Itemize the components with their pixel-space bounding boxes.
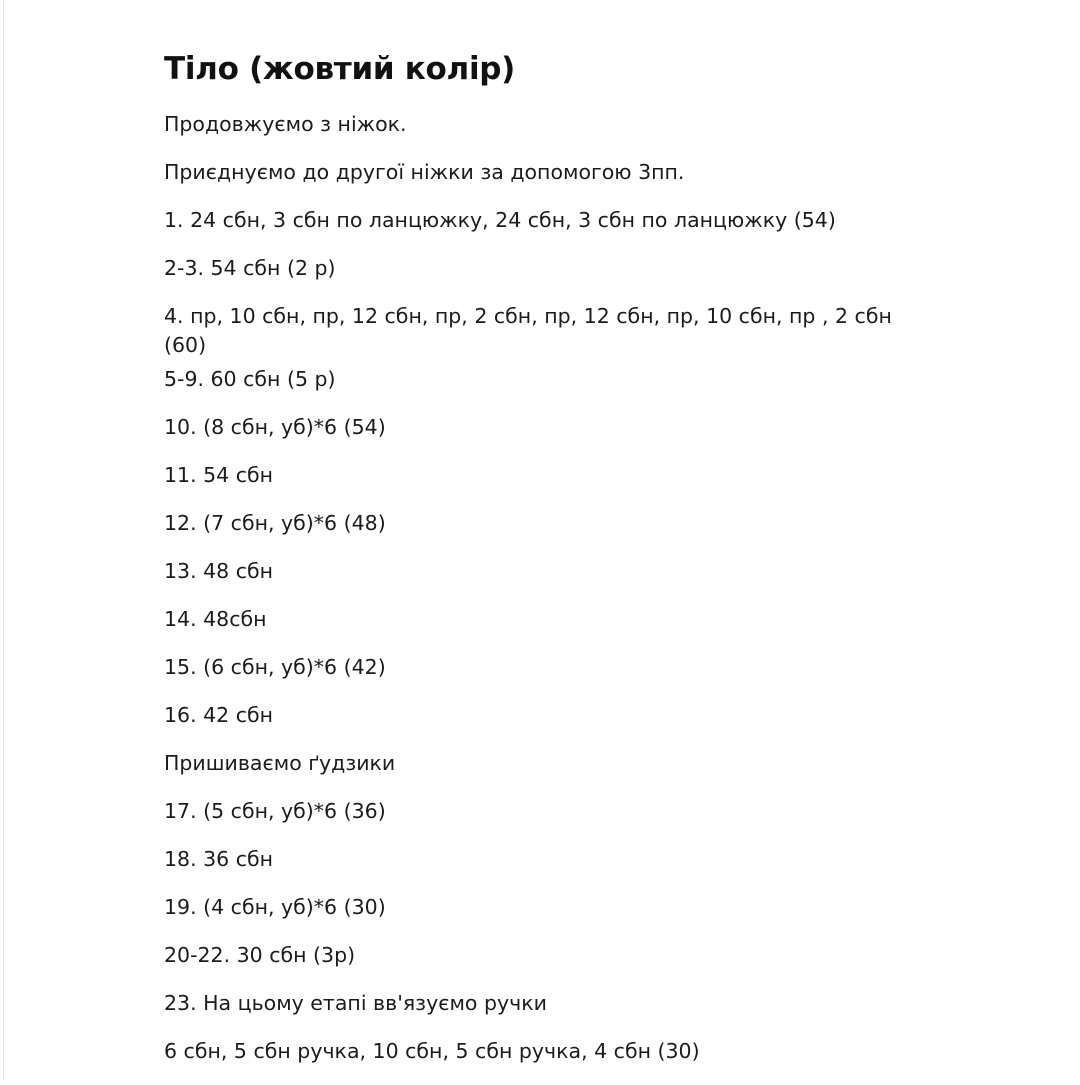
- document-body: [164, 48, 924, 1085]
- round-line: 1. 24 сбн, 3 сбн по ланцюжку, 24 сбн, 3 сбн по ланцюжку (54): [164, 208, 836, 232]
- round-line: 17. (5 сбн, уб)*6 (36): [164, 799, 386, 823]
- round-line: 4. пр, 10 сбн, пр, 12 сбн, пр, 2 сбн, пр, 12 сбн, пр, 10 сбн, пр , 2 сбн (60): [164, 304, 892, 357]
- round-line: 11. 54 сбн: [164, 463, 274, 487]
- instruction-line: Приєднуємо до другої ніжки за допомогою 3пп.: [164, 160, 685, 184]
- round-line: 2-3. 54 сбн (2 р): [164, 256, 336, 280]
- round-line: 19. (4 сбн, уб)*6 (30): [164, 895, 386, 919]
- instruction-line: Пришиваємо ґудзики: [164, 751, 396, 775]
- round-line: 5-9. 60 сбн (5 р): [164, 367, 336, 391]
- instruction-line: Продовжуємо з ніжок.: [164, 112, 407, 136]
- round-line: 6 сбн, 5 сбн ручка, 10 сбн, 5 сбн ручка, 4 сбн (30): [164, 1039, 700, 1063]
- round-line: 12. (7 сбн, уб)*6 (48): [164, 511, 386, 535]
- round-line: 18. 36 сбн: [164, 847, 274, 871]
- round-line: 16. 42 сбн: [164, 703, 274, 727]
- round-line: 10. (8 сбн, уб)*6 (54): [164, 415, 386, 439]
- round-line: 13. 48 сбн: [164, 559, 274, 583]
- round-line: 15. (6 сбн, уб)*6 (42): [164, 655, 386, 679]
- section-title: Тіло (жовтий колір): [164, 51, 516, 87]
- round-line: 23. На цьому етапі вв'язуємо ручки: [164, 991, 547, 1015]
- page-edge-divider: [3, 0, 4, 1080]
- round-line: 20-22. 30 сбн (3р): [164, 943, 356, 967]
- round-line: 14. 48сбн: [164, 607, 267, 631]
